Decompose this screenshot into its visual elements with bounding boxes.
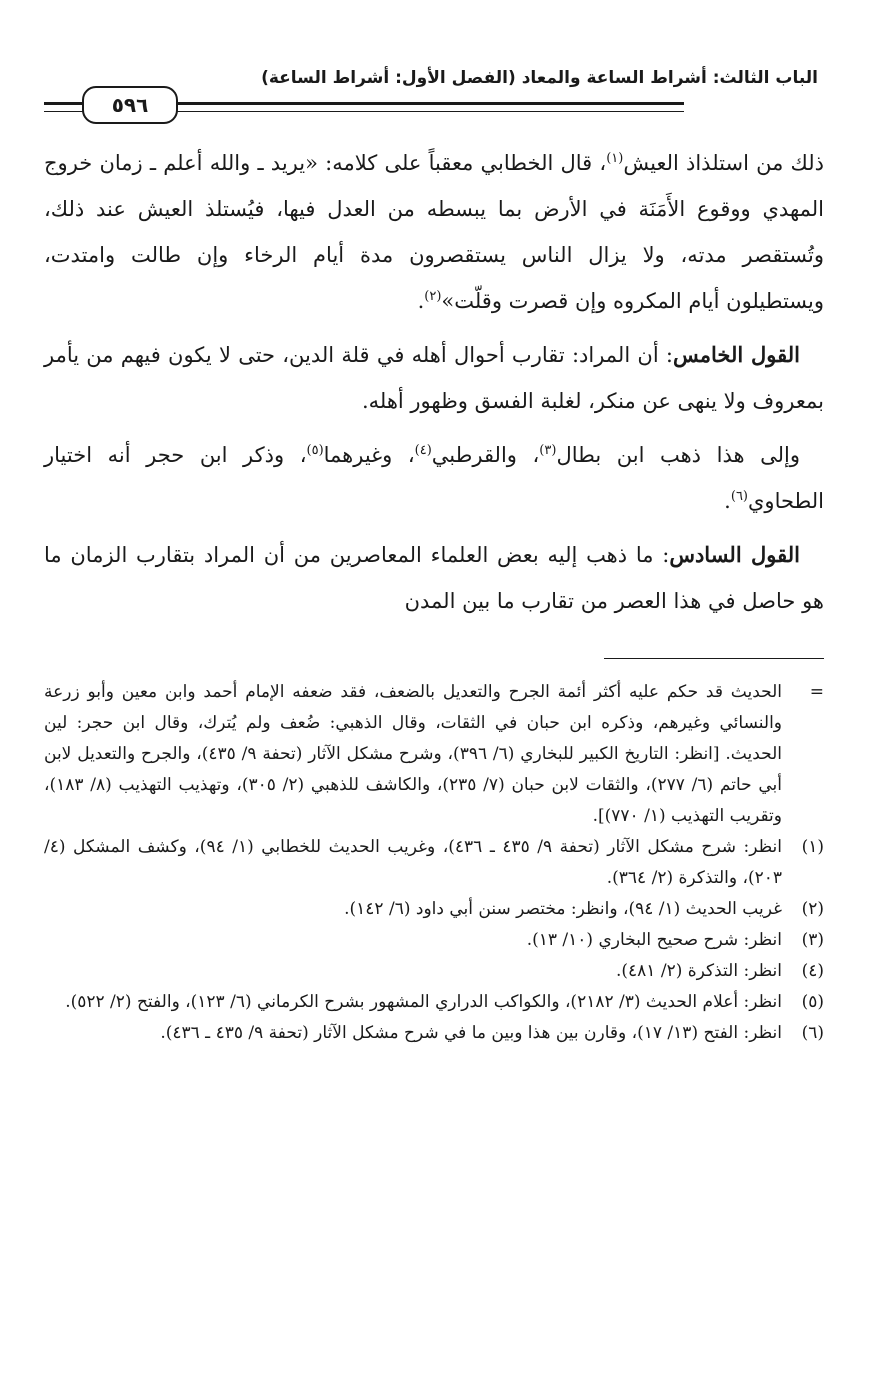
paragraph-3-text-a: وإلى هذا ذهب ابن بطال bbox=[556, 443, 800, 467]
footnote-ref-6: (٦) bbox=[730, 489, 748, 504]
paragraph-3-text-c: ، وغيرهما bbox=[323, 443, 415, 467]
footnote-1 bbox=[44, 832, 824, 894]
paragraph-1-text-c: . bbox=[417, 289, 425, 313]
paragraph-2-text: : أن المراد: تقارب أحوال أهله في قلة الدين، حتى لا يكون فيهم من يأمر بمعروف ولا ينهى عن منكر، لغلبة الفسق وظهور أهله. bbox=[44, 343, 824, 413]
footnotes bbox=[44, 677, 824, 1049]
running-title: الباب الثالث: أشراط الساعة والمعاد (الفصل الأول: أشراط الساعة) bbox=[261, 68, 818, 88]
book-page bbox=[44, 58, 824, 1348]
footnote-text: انظر: شرح صحيح البخاري (١٠/ ١٣). bbox=[526, 930, 782, 950]
paragraph-4-heading: القول السادس bbox=[669, 542, 800, 567]
footnote-separator bbox=[604, 658, 824, 659]
footnote-mark: (٤) bbox=[801, 961, 824, 981]
footnote-2 bbox=[44, 894, 824, 925]
footnote-3 bbox=[44, 925, 824, 956]
footnote-5 bbox=[44, 987, 824, 1018]
paragraph-2-heading: القول الخامس bbox=[672, 342, 801, 367]
footnote-text: انظر: شرح مشكل الآثار (تحفة ٩/ ٤٣٥ ـ ٤٣٦)، وغريب الحديث للخطابي (١/ ٩٤)، وكشف المشكل (٤/ ٢٠٣)، والتذكرة (٢/ ٣٦٤). bbox=[44, 837, 783, 888]
paragraph-3 bbox=[44, 432, 824, 524]
footnote-ref-4: (٤) bbox=[414, 443, 432, 458]
footnote-text: الحديث قد حكم عليه أكثر أئمة الجرح والتعديل بالضعف، فقد ضعفه الإمام أحمد وابن معين وأبو زرعة والنسائي وغيرهم، وذكره ابن حبان في الثقات، وقال الذهبي: ضُعف ولم يُترك، وقال ابن حجر: لين الحديث. [انظر: التاريخ الكبير للبخاري (٦/ ٣٩٦)، وشرح مشكل الآثار (تحفة ٩/ ٤٣٥)، والجرح والتعديل لابن أبي حاتم (٦/ ٢٧٧)، والثقات لابن حبان (٧/ ٢٣٥)، والكاشف للذهبي (٢/ ٣٠٥)، وتهذيب التهذيب (٨/ ١٨٣)، وتقريب التهذيب (١/ ٧٧٠)]. bbox=[44, 682, 783, 826]
paragraph-4-text: : ما ذهب إليه بعض العلماء المعاصرين من أن المراد بتقارب الزمان ما هو حاصل في هذا العصر من تقارب ما بين المدن bbox=[44, 543, 824, 613]
footnote-text: غريب الحديث (١/ ٩٤)، وانظر: مختصر سنن أبي داود (٦/ ١٤٢). bbox=[344, 899, 782, 919]
paragraph-4 bbox=[44, 532, 824, 624]
paragraph-3-text-b: ، والقرطبي bbox=[431, 443, 540, 467]
footnote-4 bbox=[44, 956, 824, 987]
footnote-mark: (٥) bbox=[801, 992, 824, 1012]
header-double-rule-end bbox=[44, 102, 74, 112]
footnote-text: انظر: أعلام الحديث (٣/ ٢١٨٢)، والكواكب الدراري المشهور بشرح الكرماني (٦/ ١٢٣)، والفتح (٢/ ٥٢٢). bbox=[65, 992, 782, 1012]
paragraph-3-text-d: ، وذكر ابن حجر أنه اختيار الطحاوي bbox=[44, 443, 824, 513]
paragraph-1-text-b: ، قال الخطابي معقباً على كلامه: «يريد ـ والله أعلم ـ زمان خروج المهدي ووقوع الأَمَنَة في الأرض بما يبسطه من العدل فيها، فيُستلذ العيش عند ذلك، وتُستقصر مدته، ولا يزال الناس يستقصرون مدة أيام الرخاء وإن طالت وامتدت، ويستطيلون أيام المكروه وإن قصرت وقلّت» bbox=[44, 151, 824, 313]
footnote-mark: (١) bbox=[801, 837, 824, 857]
paragraph-3-text-e: . bbox=[724, 489, 731, 513]
footnote-mark: = bbox=[809, 682, 824, 702]
footnote-text: انظر: التذكرة (٢/ ٤٨١). bbox=[615, 961, 782, 981]
footnote-mark: (٢) bbox=[801, 899, 824, 919]
page-header bbox=[44, 58, 824, 118]
footnote-text: انظر: الفتح (١٣/ ١٧)، وقارن بين هذا وبين ما في شرح مشكل الآثار (تحفة ٩/ ٤٣٥ ـ ٤٣٦). bbox=[160, 1023, 782, 1043]
footnote-continuation bbox=[44, 677, 824, 832]
footnote-6 bbox=[44, 1018, 824, 1049]
paragraph-1 bbox=[44, 140, 824, 324]
paragraph-2 bbox=[44, 332, 824, 424]
paragraph-1-text-a: ذلك من استلذاذ العيش bbox=[623, 151, 824, 175]
footnote-ref-1: (١) bbox=[606, 151, 624, 166]
footnote-mark: (٦) bbox=[801, 1023, 824, 1043]
main-text bbox=[44, 140, 824, 624]
footnote-ref-2: (٢) bbox=[424, 289, 442, 304]
footnote-mark: (٣) bbox=[801, 930, 824, 950]
page-number: ٥٩٦ bbox=[82, 86, 178, 124]
footnote-ref-3: (٣) bbox=[539, 443, 557, 458]
footnote-ref-5: (٥) bbox=[306, 443, 324, 458]
